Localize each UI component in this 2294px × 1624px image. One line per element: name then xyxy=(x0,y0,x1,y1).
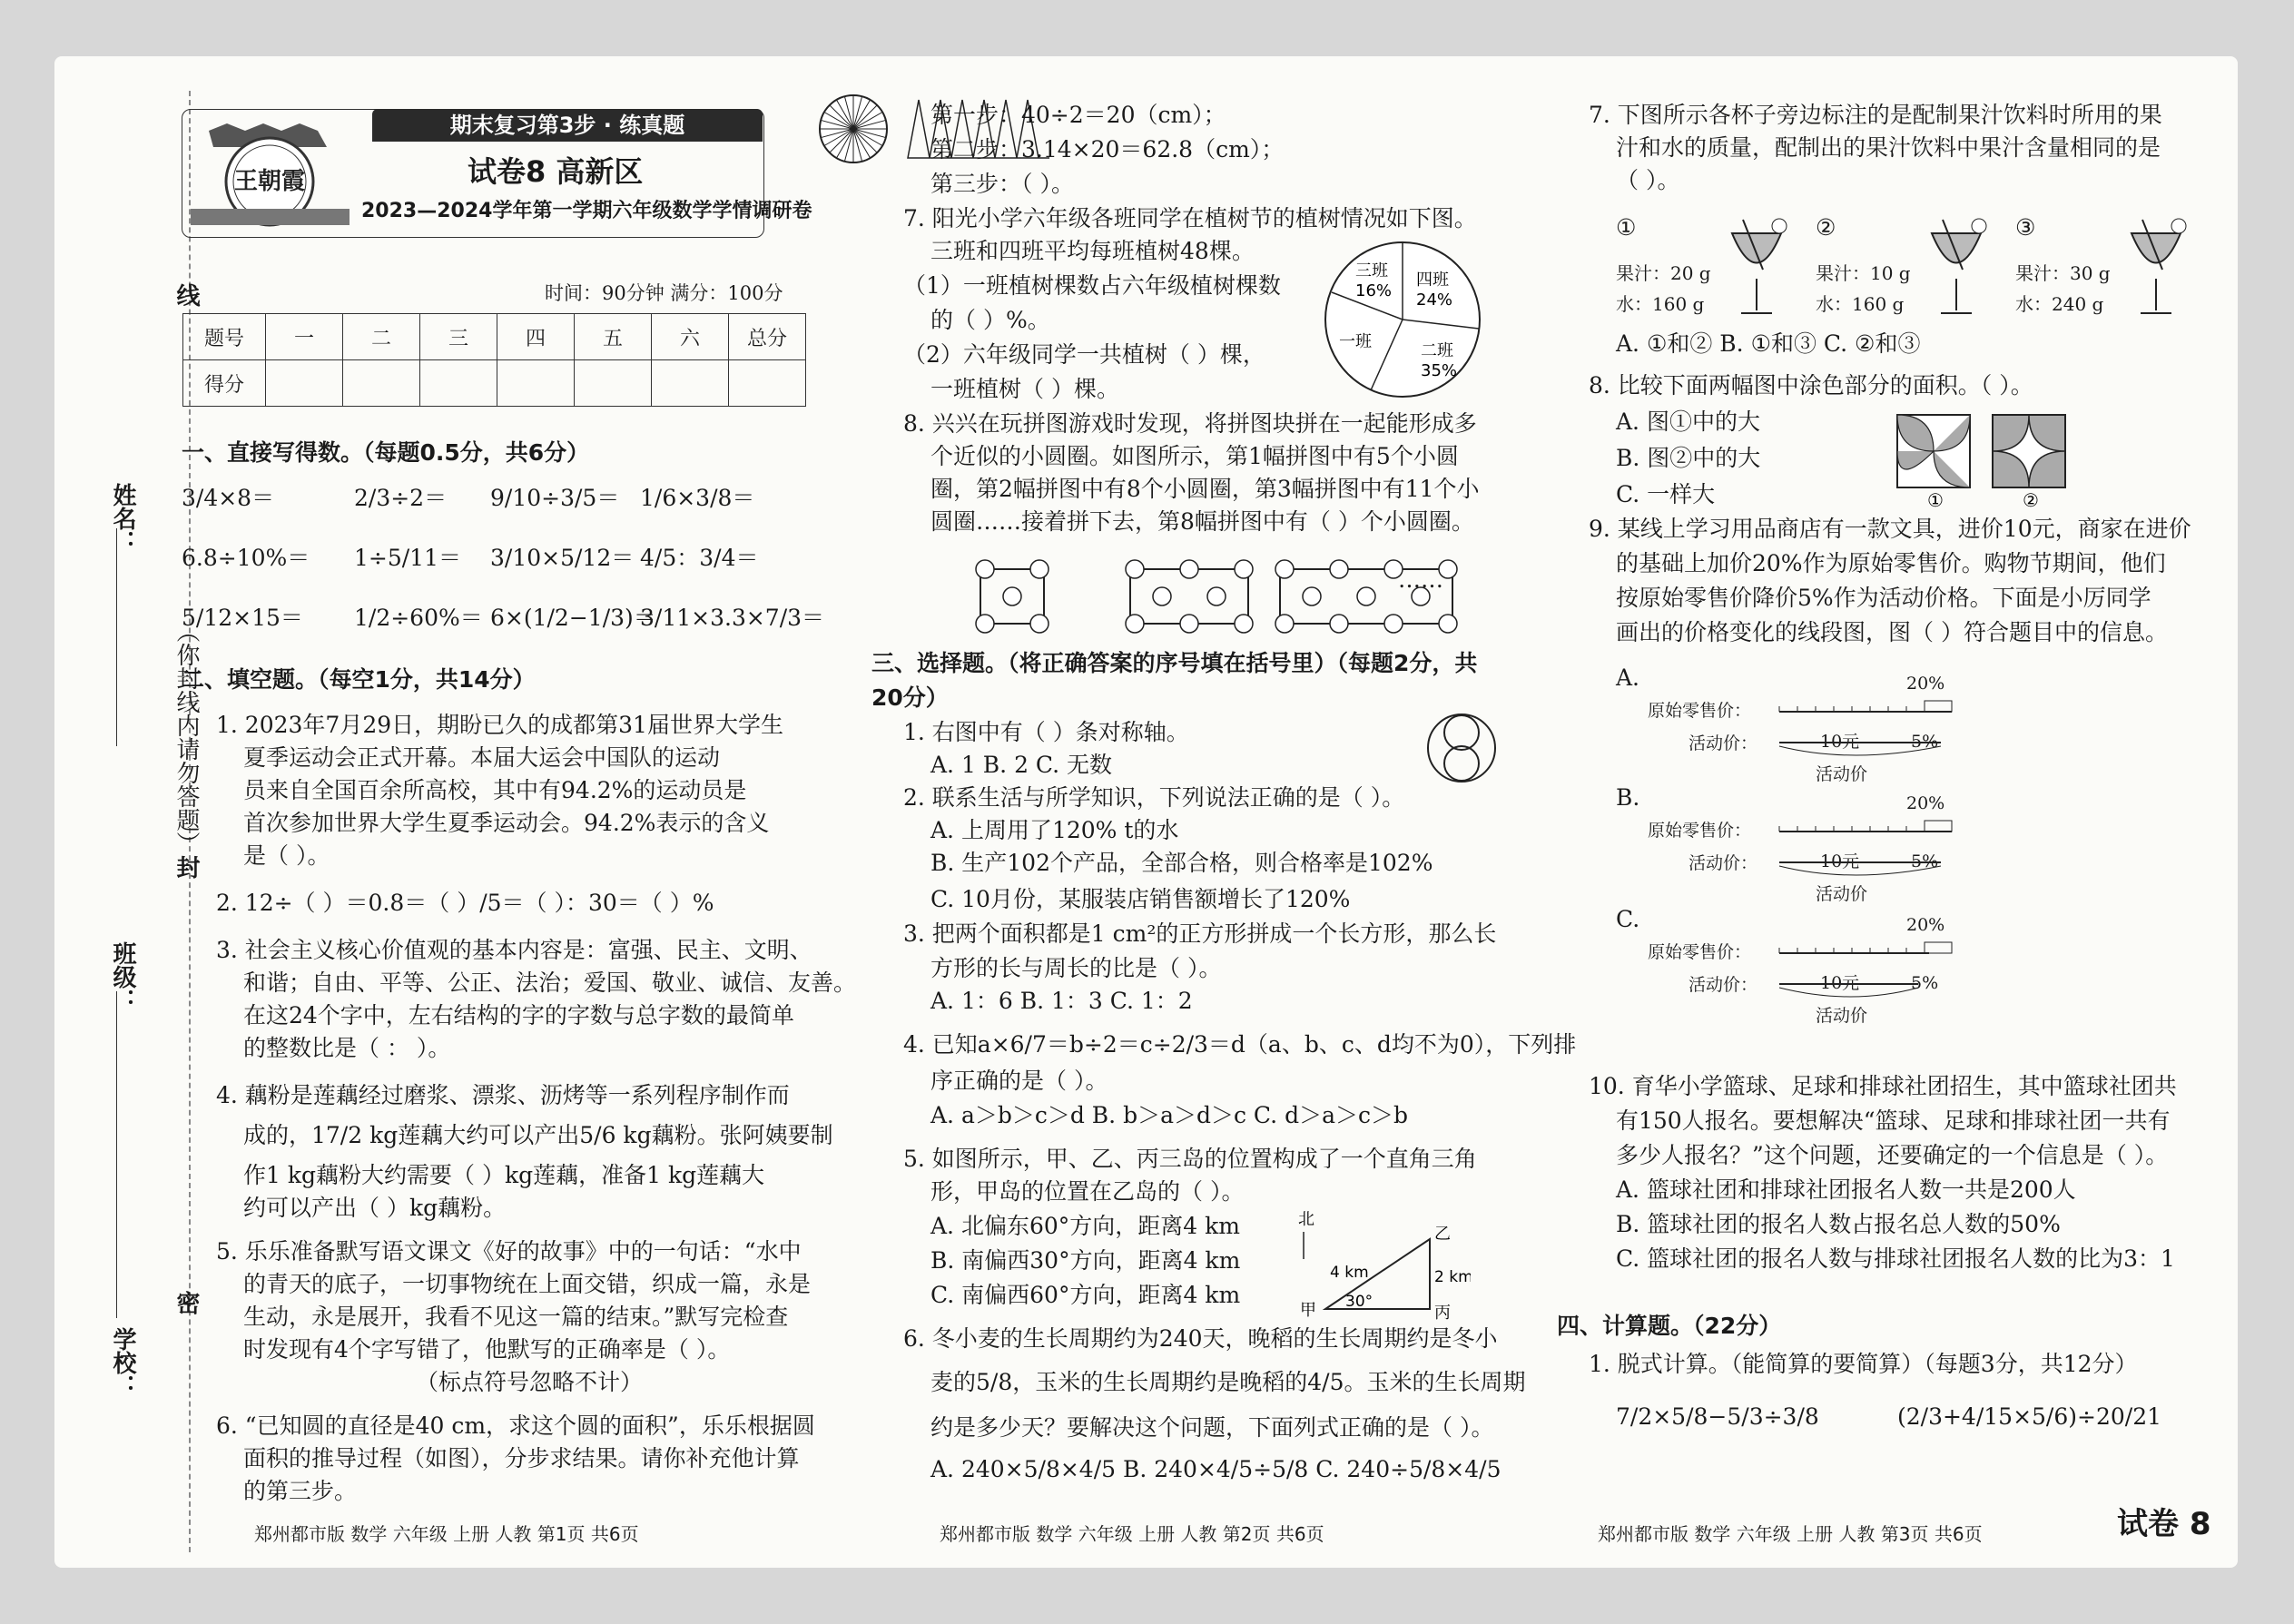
oral-calc-item: 3/10×5/12＝ xyxy=(490,545,635,571)
segment-10yuan: 10元 xyxy=(1820,973,1860,993)
island-jia: 甲 xyxy=(1300,1301,1316,1320)
segment-5pct: 5% xyxy=(1911,851,1939,871)
p2-line: 个近似的小圆圈。如图所示，第1幅拼图中有5个小圆 xyxy=(930,443,1459,469)
cup-number: ② xyxy=(1816,214,1836,241)
score-header-cell: 一 xyxy=(266,314,343,360)
cup-water: 水：160 g xyxy=(1816,293,1905,315)
score-header-cell: 二 xyxy=(343,314,420,360)
choice-line: 4. 已知a×6/7＝b÷2＝c÷2/3＝d（a、b、c、d均不为0），下列排 xyxy=(903,1031,1577,1058)
cup-number: ① xyxy=(1616,214,1637,241)
class-label: 班级： xyxy=(109,941,136,1012)
oral-calc-item: 5/12×15＝ xyxy=(182,605,303,631)
p2-line: 第一步：40÷2＝20（cm）； xyxy=(930,102,1226,128)
segment-option-label: C. xyxy=(1616,906,1640,932)
q8-line: B. 图②中的大 xyxy=(1616,445,1761,471)
segment-act-label: 活动价： xyxy=(1689,975,1758,995)
exam-title: 试卷8 高新区 xyxy=(468,154,644,189)
p1-line: 员来自全国百余所高校，其中有94.2%的运动员是 xyxy=(243,777,747,803)
choice-line: C. 南偏西60°方向，距离4 km xyxy=(930,1282,1241,1308)
p1-line: 约可以产出（ ）kg藕粉。 xyxy=(243,1195,507,1221)
p2-line: 一班植树（ ）棵。 xyxy=(930,376,1119,402)
exam-subtitle: 2023—2024学年第一学期六年级数学学情调研卷 xyxy=(361,200,812,222)
p1-line: 夏季运动会正式开幕。本届大运会中国队的运动 xyxy=(243,744,721,771)
score-header-cell: 三 xyxy=(420,314,497,360)
figure-1-label: ① xyxy=(1927,489,1944,510)
section-4-title: 四、计算题。（22分） xyxy=(1557,1313,1782,1339)
name-label: 姓名： xyxy=(109,483,136,554)
segment-orig-label: 原始零售价： xyxy=(1648,701,1752,721)
segment-orig-label: 原始零售价： xyxy=(1648,942,1752,962)
choice-line: A. 1：6 B. 1：3 C. 1：2 xyxy=(930,988,1193,1014)
score-cell[interactable] xyxy=(420,360,497,407)
choice-line: 5. 如图所示，甲、乙、丙三岛的位置构成了一个直角三角 xyxy=(903,1146,1477,1172)
choice-line: 序正确的是（ ）。 xyxy=(930,1068,1108,1094)
choice-line: 形，甲岛的位置在乙岛的（ ）。 xyxy=(930,1178,1245,1205)
q8-line: C. 一样大 xyxy=(1616,481,1716,507)
p1-line: 5. 乐乐准备默写语文课文《好的故事》中的一句话：“水中 xyxy=(216,1238,802,1265)
segment-20pct: 20% xyxy=(1906,674,1945,694)
header-banner: 期末复习第3步 · 练真题 xyxy=(372,109,763,142)
p2-line: 7. 阳光小学六年级各班同学在植树节的植树情况如下图。 xyxy=(903,205,1477,231)
score-cell[interactable] xyxy=(266,360,343,407)
q9-line: 9. 某线上学习用品商店有一款文具，进价10元，商家在进价 xyxy=(1589,516,2191,542)
north-label: 北 xyxy=(1298,1210,1314,1229)
p1-line: （标点符号忽略不计） xyxy=(416,1369,644,1395)
pie-value-class2: 35% xyxy=(1421,361,1458,380)
score-header-cell: 四 xyxy=(497,314,575,360)
exam-time: 时间：90分钟 满分：100分 xyxy=(545,282,783,304)
cup-water: 水：240 g xyxy=(2015,293,2104,315)
angle-30: 30° xyxy=(1345,1293,1373,1311)
segment-option-label: A. xyxy=(1616,664,1640,691)
p1-line: 3. 社会主义核心价值观的基本内容是：富强、民主、文明、 xyxy=(216,937,812,963)
oral-calc-item: 1/2÷60%＝ xyxy=(354,605,483,631)
oral-calc-item: 1÷5/11＝ xyxy=(354,545,461,571)
school-label: 学校： xyxy=(109,1327,136,1398)
p1-line: 在这24个字中，左右结构的字的字数与总字数的最简单 xyxy=(243,1002,794,1029)
calc-expression: (2/3+4/15×5/6)÷20/21 xyxy=(1897,1403,2162,1430)
p2-line: 第二步：3.14×20＝62.8（cm）； xyxy=(930,136,1285,162)
segment-act-label: 活动价： xyxy=(1689,853,1758,873)
symmetry-figure xyxy=(1425,705,1498,795)
calc-expression: 7/2×5/8−5/3÷3/8 xyxy=(1616,1403,1819,1430)
brand-logo xyxy=(191,120,350,229)
puzzle-ellipsis: …… xyxy=(1398,566,1443,593)
p1-line: 的青天的底子，一切事物统在上面交错，织成一篇，永是 xyxy=(243,1271,812,1297)
q10-line: 有150人报名。要想解决“篮球、足球和排球社团一共有 xyxy=(1616,1107,2171,1134)
choice-line: A. a＞b＞c＞d B. b＞a＞d＞c C. d＞a＞c＞b xyxy=(930,1102,1408,1128)
p2-line: 第三步：（ ）。 xyxy=(930,171,1074,197)
score-table xyxy=(182,313,806,407)
footer-page2: 郑州都市版 数学 六年级 上册 人教 第2页 共6页 xyxy=(940,1523,1324,1545)
oral-calc-item: 6.8÷10%＝ xyxy=(182,545,310,571)
choice-line: B. 南偏西30°方向，距离4 km xyxy=(930,1247,1241,1274)
pie-label-class2: 二班 xyxy=(1421,341,1453,360)
section-4-sub: 1. 脱式计算。（能简算的要简算）（每题3分，共12分） xyxy=(1589,1351,2138,1377)
tree-pie-chart xyxy=(1321,238,1484,405)
island-triangle-figure xyxy=(1289,1205,1471,1326)
choice-line: 3. 把两个面积都是1 cm²的正方形拼成一个长方形，那么长 xyxy=(903,920,1497,947)
segment-diagram xyxy=(1770,922,1961,1022)
q9-line: 画出的价格变化的线段图，图（ ）符合题目中的信息。 xyxy=(1616,619,2168,645)
q7-options: A. ①和② B. ①和③ C. ②和③ xyxy=(1616,330,1921,357)
pie-label-class3: 三班 xyxy=(1355,261,1388,281)
score-cell[interactable] xyxy=(652,360,729,407)
p2-line: 8. 兴兴在玩拼图游戏时发现，将拼图块拼在一起能形成多 xyxy=(903,410,1477,437)
choice-line: A. 北偏东60°方向，距离4 km xyxy=(930,1213,1240,1239)
p3-line: 汁和水的质量，配制出的果汁饮料中果汁含量相同的是 xyxy=(1616,134,2161,161)
segment-under-label: 活动价 xyxy=(1816,1006,1868,1026)
p1-line: 首次参加世界大学生夏季运动会。94.2%表示的含义 xyxy=(243,810,770,836)
p1-line: 时发现有4个字写错了，他默写的正确率是（ ）。 xyxy=(243,1336,731,1363)
figure-2-label: ② xyxy=(2023,489,2039,510)
q8-line: A. 图①中的大 xyxy=(1616,408,1760,435)
p1-line: 的第三步。 xyxy=(243,1478,358,1504)
logo-text: 王朝霞 xyxy=(233,168,306,195)
score-cell[interactable] xyxy=(497,360,575,407)
segment-act-label: 活动价： xyxy=(1689,733,1758,753)
choice-line: C. 10月份，某服装店销售额增长了120% xyxy=(930,886,1351,912)
segment-5pct: 5% xyxy=(1911,973,1939,993)
p1-line: 4. 藕粉是莲藕经过磨浆、漂浆、沥烤等一系列程序制作而 xyxy=(216,1082,790,1108)
name-field[interactable] xyxy=(116,528,117,746)
choice-line: 6. 冬小麦的生长周期约为240天，晚稻的生长周期约是冬小 xyxy=(903,1325,1498,1352)
segment-option-label: B. xyxy=(1616,784,1640,811)
score-cell[interactable] xyxy=(343,360,420,407)
footer-page3: 郑州都市版 数学 六年级 上册 人教 第3页 共6页 xyxy=(1598,1523,1983,1545)
p1-line: 是（ ）。 xyxy=(243,842,330,869)
pie-label-class4: 四班 xyxy=(1416,271,1449,290)
school-field[interactable] xyxy=(116,1200,117,1318)
score-header-cell: 总分 xyxy=(729,314,806,360)
p1-line: 面积的推导过程（如图），分步求结果。请你补充他计算 xyxy=(243,1445,800,1471)
score-cell: 得分 xyxy=(183,360,266,407)
segment-under-label: 活动价 xyxy=(1816,764,1868,784)
cup-juice: 果汁：30 g xyxy=(2015,262,2111,284)
segment-20pct: 20% xyxy=(1906,915,1945,935)
pie-value-class4: 24% xyxy=(1416,290,1453,310)
pie-value-class3: 16% xyxy=(1355,281,1393,300)
p2-line: 圈，第2幅拼图中有8个小圆圈，第3幅拼图中有11个小 xyxy=(930,476,1480,502)
q9-line: 的基础上加价20%作为原始零售价。购物节期间，他们 xyxy=(1616,550,2166,576)
section-3-title: 三、选择题。（将正确答案的序号填在括号里）（每题2分，共 xyxy=(871,650,1478,676)
choice-line: 麦的5/8，玉米的生长周期约是晚稻的4/5。玉米的生长周期 xyxy=(930,1369,1526,1395)
dist-2km: 2 km xyxy=(1434,1268,1471,1286)
p1-line: 2. 12÷（ ）＝0.8＝（ ）/5＝（ ）：30＝（ ）% xyxy=(216,890,714,916)
pie-label-class1: 一班 xyxy=(1339,332,1372,351)
exam-sheet xyxy=(54,56,2238,1568)
section-3-title-cont: 20分） xyxy=(871,684,949,711)
choice-line: 1. 右图中有（ ）条对称轴。 xyxy=(903,719,1189,745)
segment-diagram xyxy=(1770,681,1961,781)
score-header-cell: 六 xyxy=(652,314,729,360)
q8-line: 8. 比较下面两幅图中涂色部分的面积。（ ）。 xyxy=(1589,372,2033,399)
segment-5pct: 5% xyxy=(1911,732,1939,752)
q10-line: B. 篮球社团的报名人数占报名总人数的50% xyxy=(1616,1211,2061,1237)
score-header-cell: 五 xyxy=(575,314,652,360)
p2-line: 的（ ）%。 xyxy=(930,307,1050,333)
oral-calc-item: 9/10÷3/5＝ xyxy=(490,485,620,511)
score-cell[interactable] xyxy=(575,360,652,407)
oral-calc-item: 3/11×3.3×7/3＝ xyxy=(640,605,825,631)
q10-line: 10. 育华小学篮球、足球和排球社团招生，其中篮球社团共 xyxy=(1589,1073,2177,1099)
dist-4km: 4 km xyxy=(1330,1264,1369,1282)
choice-line: A. 240×5/8×4/5 B. 240×4/5÷5/8 C. 240÷5/8×4/5 xyxy=(930,1456,1501,1482)
p1-line: 作1 kg藕粉大约需要（ ）kg莲藕，准备1 kg莲藕大 xyxy=(243,1162,765,1188)
p2-line: 圆圈……接着拼下去，第8幅拼图中有（ ）个小圆圈。 xyxy=(930,508,1474,535)
juice-cup-icon xyxy=(1925,215,1988,324)
juice-cup-icon xyxy=(2124,215,2188,324)
cup-number: ③ xyxy=(2015,214,2036,241)
p1-line: 生动，永是展开，我看不见这一篇的结束。”默写完检查 xyxy=(243,1304,789,1330)
juice-cup-icon xyxy=(1725,215,1788,324)
segment-under-label: 活动价 xyxy=(1816,884,1868,904)
q10-line: C. 篮球社团的报名人数与排球社团报名人数的比为3：1 xyxy=(1616,1245,2175,1272)
seal-char-line: 线 xyxy=(172,283,200,307)
p2-line: （2）六年级同学一共植树（ ）棵， xyxy=(903,341,1265,368)
p2-line: 三班和四班平均每班植树48棵。 xyxy=(930,238,1255,264)
q10-line: 多少人报名？”这个问题，还要确定的一个信息是（ ）。 xyxy=(1616,1142,2169,1168)
p1-line: 1. 2023年7月29日，期盼已久的成都第31届世界大学生 xyxy=(216,712,783,738)
choice-line: A. 1 B. 2 C. 无数 xyxy=(930,752,1113,778)
oral-calc-item: 1/6×3/8＝ xyxy=(640,485,755,511)
p3-line: （ ）。 xyxy=(1616,167,1680,193)
choice-line: 方形的长与周长的比是（ ）。 xyxy=(930,955,1222,981)
p3-line: 7. 下图所示各杯子旁边标注的是配制果汁饮料时所用的果 xyxy=(1589,102,2162,128)
class-field[interactable] xyxy=(116,991,117,1209)
segment-20pct: 20% xyxy=(1906,793,1945,813)
segment-10yuan: 10元 xyxy=(1820,732,1860,752)
island-yi: 乙 xyxy=(1434,1225,1451,1244)
seal-char-feng: 封 xyxy=(172,855,200,879)
segment-diagram xyxy=(1770,801,1961,901)
cup-juice: 果汁：10 g xyxy=(1816,262,1911,284)
section-2-title: 二、填空题。（每空1分，共14分） xyxy=(182,666,536,693)
oral-calc-item: 3/4×8＝ xyxy=(182,485,275,511)
p1-line: 成的，17/2 kg莲藕大约可以产出5/6 kg藕粉。张阿姨要制 xyxy=(243,1122,833,1148)
choice-line: B. 生产102个产品，全部合格，则合格率是102% xyxy=(930,850,1433,876)
score-header-cell: 题号 xyxy=(183,314,266,360)
shaded-squares-figure xyxy=(1893,410,2074,514)
oral-calc-item: 6×(1/2−1/3)＝ xyxy=(490,605,656,631)
exam-badge: 试卷 8 xyxy=(2117,1506,2211,1542)
p2-line: （1）一班植树棵数占六年级植树棵数 xyxy=(903,272,1281,299)
choice-line: 约是多少天？要解决这个问题，下面列式正确的是（ ）。 xyxy=(930,1414,1494,1441)
choice-line: 2. 联系生活与所学知识，下列说法正确的是（ ）。 xyxy=(903,784,1405,811)
segment-orig-label: 原始零售价： xyxy=(1648,821,1752,841)
p1-line: 和谐；自由、平等、公正、法治；爱国、敬业、诚信、友善。 xyxy=(243,969,857,996)
p1-line: 6. “已知圆的直径是40 cm，求这个圆的面积”，乐乐根据圆 xyxy=(216,1412,815,1439)
segment-10yuan: 10元 xyxy=(1820,851,1860,871)
section-1-title: 一、直接写得数。（每题0.5分，共6分） xyxy=(182,439,590,466)
oral-calc-item: 2/3÷2＝ xyxy=(354,485,448,511)
island-bing: 丙 xyxy=(1434,1304,1451,1323)
cup-water: 水：160 g xyxy=(1616,293,1705,315)
seal-note: （你封线内请勿答题） xyxy=(172,619,200,855)
seal-char-mi: 密 xyxy=(172,1291,200,1314)
cup-juice: 果汁：20 g xyxy=(1616,262,1711,284)
choice-line: A. 上周用了120% t的水 xyxy=(930,817,1179,843)
q10-line: A. 篮球社团和排球社团报名人数一共是200人 xyxy=(1616,1176,2076,1203)
score-cell[interactable] xyxy=(729,360,806,407)
p1-line: 的整数比是（ ： ）。 xyxy=(243,1035,451,1061)
q9-line: 按原始零售价降价5%作为活动价格。下面是小厉同学 xyxy=(1616,585,2151,611)
oral-calc-item: 4/5：3/4＝ xyxy=(640,545,759,571)
footer-page1: 郑州都市版 数学 六年级 上册 人教 第1页 共6页 xyxy=(254,1523,639,1545)
